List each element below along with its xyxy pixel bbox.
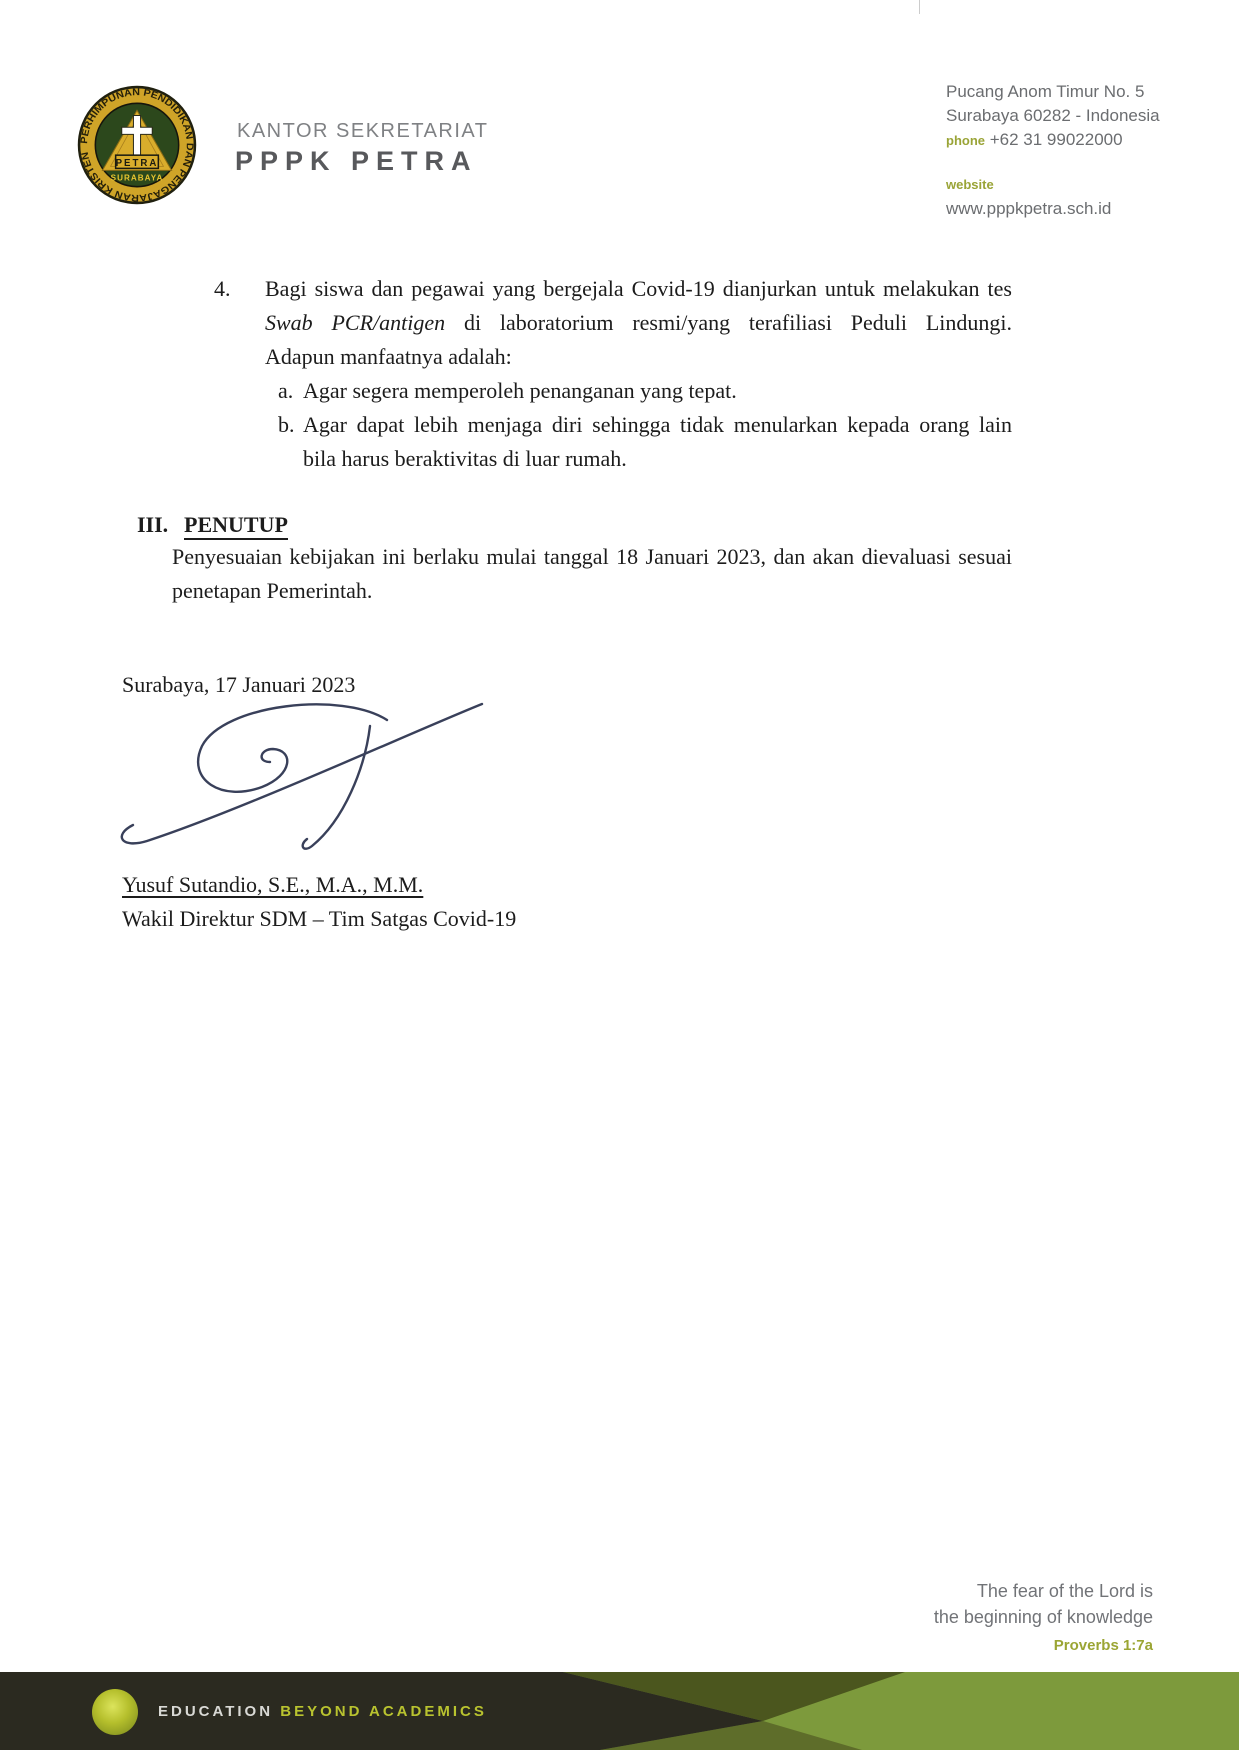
item4-line2-italic: Swab PCR/antigen (265, 310, 446, 335)
verse-line2: the beginning of knowledge (933, 1607, 1153, 1627)
item4-line3: Adapun manfaatnya adalah: (265, 344, 512, 369)
pppk-petra-logo-icon (76, 84, 198, 206)
sub-item-b-marker: b. (278, 412, 295, 437)
phone-label: phone (946, 133, 985, 148)
section3-numeral: III. (137, 512, 169, 537)
place-date: Surabaya, 17 Januari 2023 (122, 672, 356, 697)
address-line1: Pucang Anom Timur No. 5 (946, 82, 1145, 101)
website-label: website (946, 177, 994, 192)
phone-number: +62 31 99022000 (989, 130, 1123, 149)
signer-title: Wakil Direktur SDM – Tim Satgas Covid-19 (122, 906, 517, 931)
list-item-4-text (265, 272, 1012, 374)
sub-item-a-text: Agar segera memperoleh penanganan yang tepat. (303, 378, 737, 403)
handwritten-signature (92, 688, 502, 863)
logo-center-name: PETRA (115, 157, 159, 169)
signer-name: Yusuf Sutandio, S.E., M.A., M.M. (122, 872, 424, 897)
footer-tagline (158, 1703, 487, 1720)
contact-block (946, 80, 1160, 221)
phone-line (946, 128, 1160, 153)
contact-spacer (946, 153, 1160, 173)
item4-line1: Bagi siswa dan pegawai yang bergejala Covid-19 dianjurkan untuk melakukan tes (265, 276, 1012, 301)
logo-ring-text: PERHIMPUNAN PENDIDIKAN DAN PENGAJARAN KRISTEN (79, 87, 195, 203)
list-item-4-number: 4. (214, 276, 231, 301)
org-name: PPPK PETRA (235, 146, 478, 176)
section3-heading (184, 508, 288, 542)
item4-line2 (265, 306, 1012, 340)
office-label: KANTOR SEKRETARIAT (237, 120, 489, 142)
sphere-logo-icon (92, 1689, 138, 1735)
section3-paragraph (172, 540, 1012, 608)
address-line2: Surabaya 60282 - Indonesia (946, 106, 1160, 125)
sub-item-b-line1: Agar dapat lebih menjaga diri sehingga tidak menularkan kepada orang lain (303, 412, 1012, 437)
verse-block (934, 1578, 1153, 1659)
section3-heading-text: PENUTUP (184, 512, 288, 540)
sub-item-b-text (303, 408, 1012, 476)
scan-artifact-line (919, 0, 920, 14)
sub-item-b-line2: bila harus beraktivitas di luar rumah. (303, 446, 627, 471)
sub-item-a-marker: a. (278, 378, 294, 403)
website-url: www.pppkpetra.sch.id (946, 199, 1112, 218)
item4-line2-rest: di laboratorium resmi/yang terafiliasi Peduli Lindungi. (445, 310, 1012, 335)
verse-reference: Proverbs 1:7a (1053, 1637, 1153, 1654)
logo-center-city: SURABAYA (110, 173, 164, 183)
section3-line1: Penyesuaian kebijakan ini berlaku mulai tanggal 18 Januari 2023, dan akan dievaluasi sesuai (172, 544, 1012, 569)
tagline-education: EDUCATION (158, 1703, 274, 1720)
verse-line1: The fear of the Lord is (976, 1581, 1153, 1601)
section3-line2: penetapan Pemerintah. (172, 578, 373, 603)
tagline-beyond-academics: BEYOND ACADEMICS (280, 1703, 487, 1720)
